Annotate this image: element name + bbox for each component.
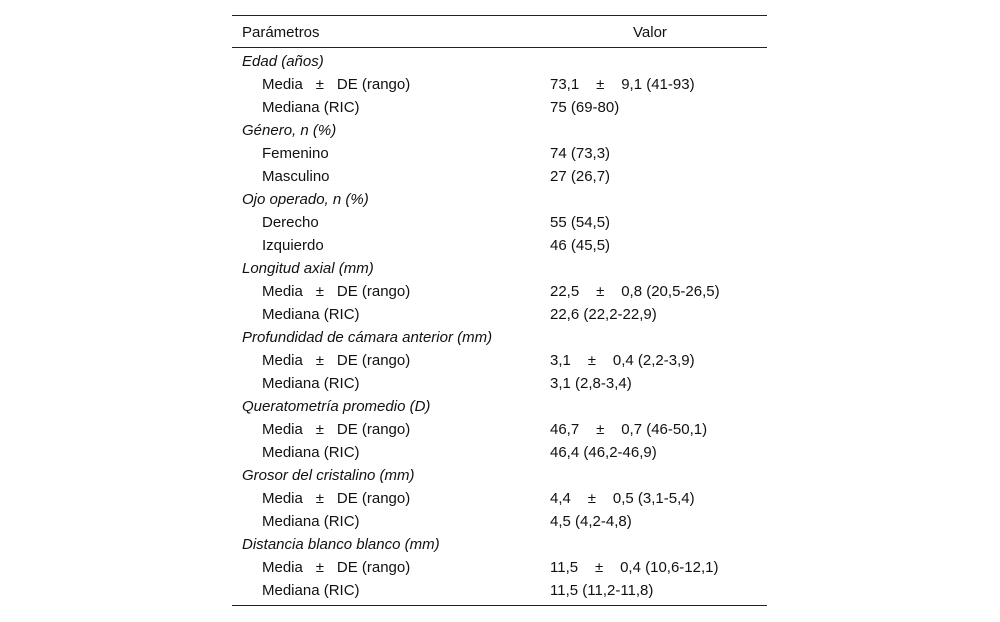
- row-label: Media ± DE (rango): [262, 283, 411, 300]
- row-value: 55 (54,5): [550, 214, 611, 231]
- group-title: Ojo operado, n (%): [242, 191, 369, 208]
- group-title: Longitud axial (mm): [242, 260, 374, 277]
- group-title: Grosor del cristalino (mm): [242, 467, 415, 484]
- header-value: Valor: [633, 24, 667, 41]
- row-value: 11,5 ± 0,4 (10,6-12,1): [550, 559, 719, 576]
- row-value: 73,1 ± 9,1 (41-93): [550, 76, 695, 93]
- table-row: [232, 349, 767, 372]
- table-row: [232, 211, 767, 234]
- row-label: Femenino: [262, 145, 329, 162]
- group-row-keratometry: [232, 395, 767, 418]
- row-label: Media ± DE (rango): [262, 352, 411, 369]
- table-row: [232, 96, 767, 119]
- table-body: [232, 48, 767, 605]
- group-title: Profundidad de cámara anterior (mm): [242, 329, 493, 346]
- row-label: Mediana (RIC): [262, 513, 360, 530]
- row-label: Media ± DE (rango): [262, 490, 411, 507]
- row-label: Mediana (RIC): [262, 582, 360, 599]
- row-value: 74 (73,3): [550, 145, 611, 162]
- row-value: 22,5 ± 0,8 (20,5-26,5): [550, 283, 720, 300]
- row-value: 3,1 ± 0,4 (2,2-3,9): [550, 352, 695, 369]
- row-value: 46,7 ± 0,7 (46-50,1): [550, 421, 708, 438]
- row-label: Mediana (RIC): [262, 306, 360, 323]
- row-value: 22,6 (22,2-22,9): [550, 306, 657, 323]
- row-label: Media ± DE (rango): [262, 76, 411, 93]
- row-value: 3,1 (2,8-3,4): [550, 375, 632, 392]
- row-label: Derecho: [262, 214, 319, 231]
- row-label: Media ± DE (rango): [262, 559, 411, 576]
- group-row-age: [232, 50, 767, 73]
- row-value: 75 (69-80): [550, 99, 620, 116]
- row-label: Mediana (RIC): [262, 99, 360, 116]
- table-row: [232, 234, 767, 257]
- group-row-white-to-white: [232, 533, 767, 556]
- row-value: 11,5 (11,2-11,8): [550, 582, 654, 599]
- group-row-anterior-chamber: [232, 326, 767, 349]
- group-row-eye: [232, 188, 767, 211]
- group-title: Distancia blanco blanco (mm): [242, 536, 440, 553]
- table-row: [232, 142, 767, 165]
- row-value: 27 (26,7): [550, 168, 611, 185]
- row-label: Mediana (RIC): [262, 444, 360, 461]
- table-row: [232, 280, 767, 303]
- row-label: Izquierdo: [262, 237, 324, 254]
- parameters-table: [232, 15, 767, 606]
- table-row: [232, 303, 767, 326]
- table-row: [232, 556, 767, 579]
- row-label: Masculino: [262, 168, 330, 185]
- group-row-axial-length: [232, 257, 767, 280]
- group-title: Género, n (%): [242, 122, 337, 139]
- row-label: Mediana (RIC): [262, 375, 360, 392]
- table-row: [232, 73, 767, 96]
- group-row-gender: [232, 119, 767, 142]
- table-row: [232, 579, 767, 602]
- row-value: 46 (45,5): [550, 237, 611, 254]
- group-title: Queratometría promedio (D): [242, 398, 431, 415]
- header-param: Parámetros: [242, 24, 320, 41]
- row-value: 46,4 (46,2-46,9): [550, 444, 657, 461]
- table-header: [232, 16, 767, 48]
- table-row: [232, 418, 767, 441]
- table-row: [232, 372, 767, 395]
- table-row: [232, 510, 767, 533]
- row-value: 4,4 ± 0,5 (3,1-5,4): [550, 490, 695, 507]
- table-row: [232, 487, 767, 510]
- group-row-lens-thickness: [232, 464, 767, 487]
- row-label: Media ± DE (rango): [262, 421, 411, 438]
- row-value: 4,5 (4,2-4,8): [550, 513, 632, 530]
- group-title: Edad (años): [242, 53, 324, 70]
- table-row: [232, 441, 767, 464]
- table-row: [232, 165, 767, 188]
